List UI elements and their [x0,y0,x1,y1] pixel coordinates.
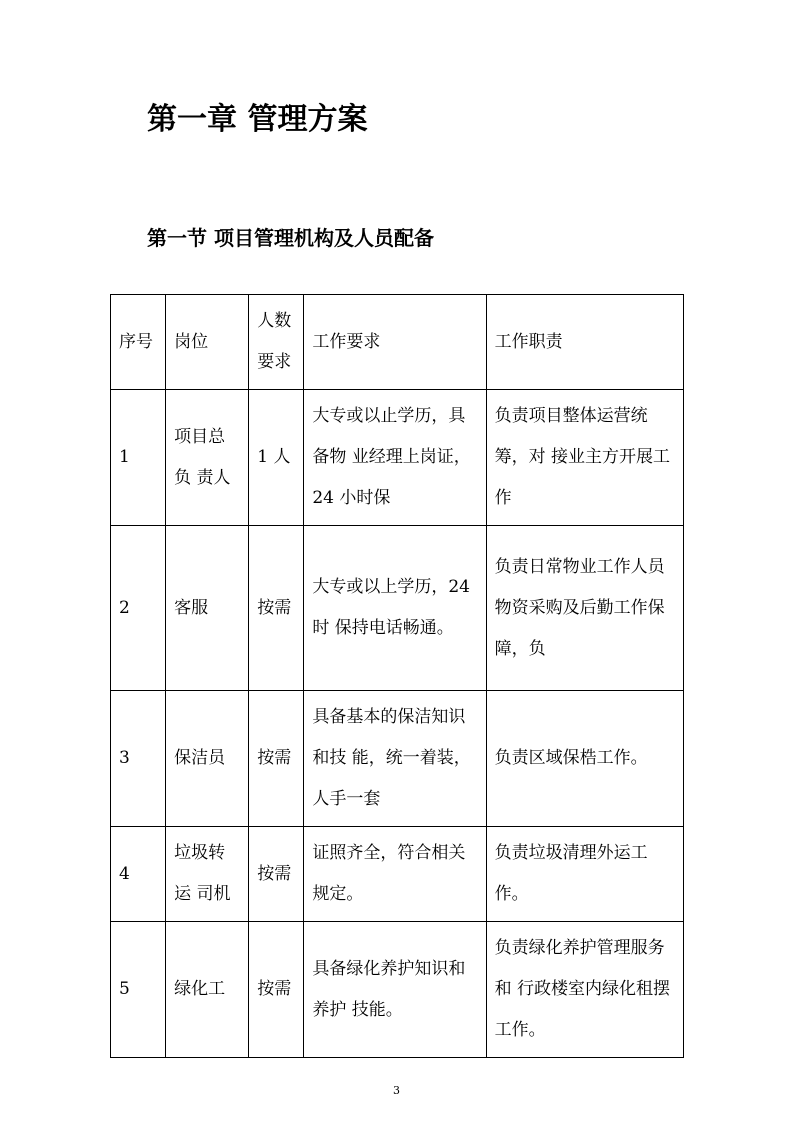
cell-headcount: 按需 [249,922,304,1058]
header-cell: 序号 [111,295,166,390]
header-cell: 人数要求 [249,295,304,390]
table-header-row [111,295,684,390]
staffing-table [110,294,684,1058]
cell-position: 客服 [166,526,249,691]
cell-duties: 负责区域保梏工作。 [486,691,683,827]
cell-duties: 负责项目整体运营统筹，对 接业主方开展工作 [486,390,683,526]
cell-headcount: 按需 [249,827,304,922]
cell-duties: 负责垃圾清理外运工作。 [486,827,683,922]
table-row [111,526,684,691]
cell-index: 5 [111,922,166,1058]
cell-position: 保洁员 [166,691,249,827]
cell-position: 项目总负 责人 [166,390,249,526]
table-row [111,691,684,827]
cell-requirements: 具备基本的保洁知识和技 能，统一着装，人手一套 [304,691,486,827]
cell-headcount: 1 人 [249,390,304,526]
table-row [111,922,684,1058]
page-number: 3 [393,1084,400,1097]
chapter-title: 第一章 管理方案 [147,102,368,137]
header-cell: 岗位 [166,295,249,390]
cell-requirements: 证照齐全，符合相关规定。 [304,827,486,922]
section-title: 第一节 项目管理机构及人员配备 [147,226,434,250]
cell-duties: 负责绿化养护管理服务和 行政楼室内绿化租摆工作。 [486,922,683,1058]
cell-requirements: 具备绿化养护知识和养护 技能。 [304,922,486,1058]
table-row [111,390,684,526]
cell-index: 3 [111,691,166,827]
cell-headcount: 按需 [249,526,304,691]
cell-position: 绿化工 [166,922,249,1058]
cell-headcount: 按需 [249,691,304,827]
cell-position: 垃圾转运 司机 [166,827,249,922]
cell-index: 2 [111,526,166,691]
cell-index: 4 [111,827,166,922]
cell-requirements: 大专或以上学历，24 时 保持电话畅通。 [304,526,486,691]
table-row [111,827,684,922]
cell-index: 1 [111,390,166,526]
header-cell: 工作要求 [304,295,486,390]
cell-duties: 负责日常物业工作人员物资采购及后勤工作保障，负 [486,526,683,691]
cell-requirements: 大专或以止学历，具备物 业经理上岗证，24 小时保 [304,390,486,526]
header-cell: 工作职责 [486,295,683,390]
